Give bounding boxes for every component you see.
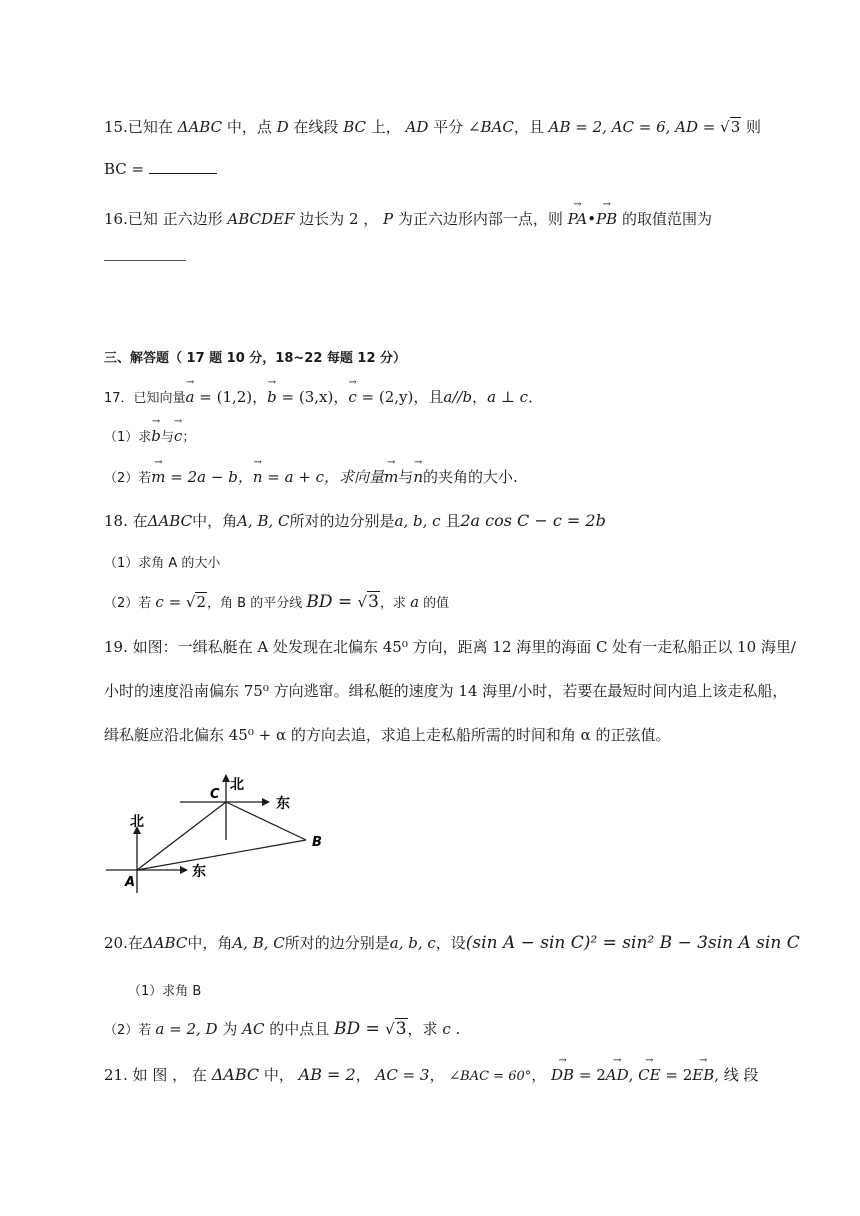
q18-equation: 2a cos C − c = 2b [460,511,606,530]
q17-sep: ， [472,388,488,406]
q21-triangle: ΔABC [211,1065,260,1084]
q21-stem [104,1064,759,1085]
q20-sqrt3: 3 [395,1019,407,1039]
q18-text-b: 中，角 [192,512,238,530]
segment-cb [226,802,306,840]
q21-text-end: , 线 段 [714,1066,759,1084]
q21-text-c: ， [355,1066,376,1084]
q18-bd: BD = [306,592,358,612]
q18-text-d: 且 [440,512,461,530]
q17-p1-vector-b: → b [151,427,161,445]
q20-c-var: c [442,1020,451,1038]
q18-text-c: 所对的边分别是 [289,512,395,530]
q21-ab: AB = 2 [298,1065,356,1084]
q15-segment-bc: BC [343,118,366,136]
q17-p1-end: ； [182,430,196,445]
q19-line2: 小时的速度沿南偏东 75⁰ 方向逃窜。缉私艇的速度为 14 海里/小时，若要在最短时间内追上该走私船， [104,682,788,700]
q17-perp: a ⊥ c [487,388,529,406]
q21-eq-2: = 2 [660,1066,693,1084]
q17-n-def: = a + c，求向量 [262,468,385,486]
q17-vector-n: → n [253,468,263,486]
q17-vector-n-2: → n [413,468,423,486]
c-east-arrow [262,798,270,806]
q20-stem [104,932,800,953]
q21-text-d: ， [429,1066,450,1084]
q15-segment-ad: AD [405,118,429,136]
q17-vector-a: → a [186,388,195,406]
segment-ac [137,802,226,870]
q21-ac: AC = 3 [375,1066,430,1084]
q20-p2-text-b: 为 [217,1020,243,1038]
label-east-a: 东 [192,864,206,880]
q18-c-var: c = [155,593,186,611]
q17-p1-text: （1）求 [104,430,152,445]
section-heading: 三、解答题（ 17 题 10 分，18~22 每题 12 分） [104,351,407,366]
q16-vector-pa: → PA [568,210,588,228]
q15-text-c: 在线段 [288,118,344,136]
q21-text-e: ， [531,1066,552,1084]
q16-vector-pb: → PB [596,210,617,228]
q16-line [104,208,712,229]
q16-hexagon: ABCDEF [227,210,295,228]
label-point-c: C [210,787,220,802]
q20-ac: AC [242,1020,265,1038]
label-point-b: B [312,835,322,850]
q15-point-d: D [276,118,289,136]
q20-bd: BD = [333,1019,386,1039]
q15-line2 [104,160,217,178]
q20-p2-text-c: 的中点且 [264,1020,334,1038]
q18-p2-text-e: 的值 [419,596,450,611]
q21-vector-ad: → AD [606,1066,629,1084]
q18-text: 18. 在 [104,512,148,530]
q15-condition: AB = 2, AC = 6, AD = [548,118,721,136]
q17-eq-a: = (1,2)， [194,388,268,406]
q15-text-g: 则 [741,118,762,136]
q17-p1-vector-c: → c [174,427,182,445]
q18-part1: （1）求角 A 的大小 [104,556,221,571]
c-north-arrow [222,774,230,782]
answer-blank-16[interactable] [104,260,186,261]
q20-text-c: 所对的边分别是 [284,934,390,952]
q20-angles: A, B, C [232,934,285,952]
q20-part1: （1）求角 B [128,984,202,999]
q21-eq-1: = 2 [574,1066,606,1084]
q20-text-d: ，设 [435,934,466,952]
q15-sqrt-value: 3 [730,118,741,136]
q17-parallel: a//b [443,388,473,406]
q19-line1: 19. 如图：一缉私艇在 A 处发现在北偏东 45⁰ 方向，距离 12 海里的海面 C 处有一走私船正以 10 海里/ [104,638,796,656]
q15-bc-label: BC = [104,160,149,178]
q16-text-c: 为正六边形内部一点，则 [393,210,568,228]
a-east-arrow [180,866,188,874]
q17-stem [104,386,543,407]
q17-eq-b: = (3,x)， [276,388,349,406]
q16-point-p: P [383,210,394,228]
q16-text-d: 的取值范围为 [617,210,712,228]
q18-angles: A, B, C [237,512,290,530]
q21-angle: ∠BAC = 60° [449,1069,532,1084]
q15-text: 15.已知在 [104,118,178,136]
q20-text: 20.在 [104,934,143,952]
q20-text-b: 中，角 [187,934,233,952]
q15-text-e: 平分 [428,118,468,136]
q20-part2: （2）若 a = 2, D 为 AC 的中点且 BD = √3，求 c . [104,1019,461,1039]
q20-condition: a = 2, D [155,1020,218,1038]
q21-vector-db: → DB [551,1066,574,1084]
q18-part2: （2）若 c = √2，角 B 的平分线 BD = √3，求 a 的值 [104,592,450,612]
q17-p2-text: （2）若 [104,471,152,486]
label-north-a: 北 [130,814,144,830]
q15-text-b: 中，点 [222,118,277,136]
q17-eq-c: = (2,y)，且 [356,388,444,406]
q20-sides: a, b, c [389,934,436,952]
q21-vector-ce: → CE [638,1066,660,1084]
q20-p2-text-d: ，求 [407,1020,443,1038]
q17-vector-m-2: → m [384,468,398,486]
q16-text: 16.已知 正六边形 [104,210,228,228]
q21-text-b: 中， [259,1066,299,1084]
label-north-c: 北 [230,777,244,793]
q17-vector-m: → m [151,468,165,486]
q20-triangle: ΔABC [142,934,188,952]
label-east-c: 东 [276,796,290,812]
q17-end: ． [528,388,544,406]
q19-line3: 缉私艇应沿北偏东 45⁰ + α 的方向去追，求追上走私船所需的时间和角 α 的正弦值。 [104,726,671,744]
answer-blank[interactable] [149,161,217,174]
q20-equation: (sin A − sin C)² = sin² B − 3sin A sin C [465,933,800,953]
q19-figure [100,768,340,898]
q18-p2-text: （2）若 [104,596,156,611]
q18-p2-text-b: ，角 B 的平分线 [207,596,307,611]
q20-p2-end: . [450,1020,461,1038]
q16-dot: • [587,210,597,228]
q21-vector-eb: → EB [692,1066,714,1084]
q17-p2-end: 的夹角的大小. [422,468,518,486]
q17-p1-and: 与 [160,430,174,445]
q21-text: 21. 如 图 ， 在 [104,1066,212,1084]
q18-sqrt3: 3 [368,592,379,612]
label-point-a: A [125,875,136,890]
q18-p2-text-d: ，求 [379,596,411,611]
q18-sqrt2: 2 [196,593,207,611]
q15-line1: 15.已知在 ΔABC 中，点 D 在线段 BC 上， AD 平分 ∠BAC，且 AB = 2, AC = 6, AD = √3 则 [104,118,762,136]
q17-part1 [104,426,195,445]
q18-triangle: ΔABC [147,512,193,530]
q15-text-f: ，且 [513,118,549,136]
q15-angle: ∠BAC [467,118,514,136]
q15-triangle: ΔABC [177,118,223,136]
q20-p2-text: （2）若 [104,1023,156,1038]
q18-a-var: a [410,593,420,611]
q18-sides: a, b, c [394,512,441,530]
q17-text: 17．已知向量 [104,391,186,406]
q17-part2 [104,466,518,487]
q17-vector-b: → b [267,388,277,406]
q15-text-d: 上， [365,118,406,136]
q17-vector-c: → c [348,388,356,406]
q21-sep: , [628,1066,639,1084]
q17-p2-and: 与 [398,468,414,486]
segment-ab [137,840,306,870]
q16-text-b: 边长为 2 ， [294,210,384,228]
q17-m-def: = 2a − b， [165,468,253,486]
q18-stem [104,510,606,531]
